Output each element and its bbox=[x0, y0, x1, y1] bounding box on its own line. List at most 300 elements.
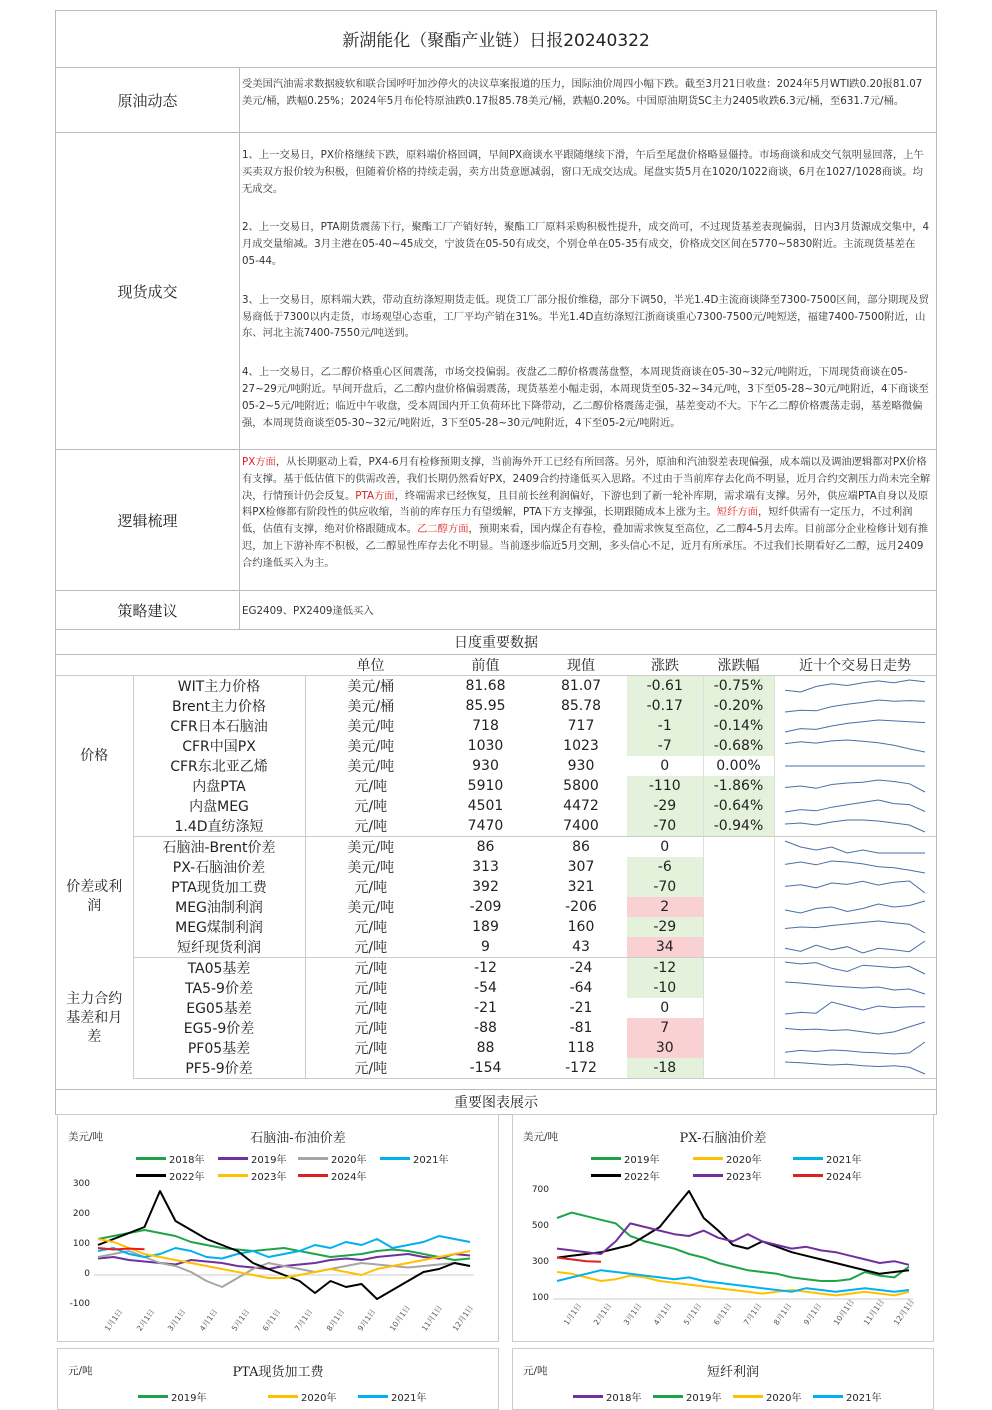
logic-pta-heading: PTA方面 bbox=[355, 489, 395, 502]
legend-label: 2023年 bbox=[726, 1172, 762, 1183]
report-title: 新湖能化（聚酯产业链）日报20240322 bbox=[56, 11, 936, 68]
legend-swatch bbox=[693, 1174, 723, 1177]
header-unit: 单位 bbox=[305, 655, 436, 676]
legend-item bbox=[358, 1389, 426, 1404]
legend-swatch bbox=[298, 1174, 328, 1177]
table-row bbox=[56, 816, 936, 837]
logic-pta-text: ，终端需求已经恢复，且目前长丝利润偏好，下游也到了新一轮补库期，需求端有支撑。另外，供应端PTA自身以及原料PX检修都有阶段性的供应收缩，当前的库存压力有望缓解，PTA下方支撑强，长期跟随成本上涨为主。 bbox=[242, 489, 929, 519]
row-change-pct bbox=[703, 877, 774, 897]
sparkline-svg bbox=[780, 777, 930, 795]
px-naphtha-chart bbox=[512, 1114, 934, 1342]
row-unit: 美元/吨 bbox=[347, 900, 395, 916]
legend-swatch bbox=[653, 1395, 683, 1398]
row-prev: 718 bbox=[472, 718, 499, 734]
sparkline-svg bbox=[780, 737, 930, 755]
x-tick-label: 7月1日 bbox=[741, 1301, 764, 1327]
row-name: WIT主力价格 bbox=[133, 676, 305, 697]
row-name: EG5-9价差 bbox=[133, 1018, 305, 1038]
table-row bbox=[56, 937, 936, 958]
series-line bbox=[557, 1258, 601, 1262]
row-trend-sparkline bbox=[774, 676, 936, 697]
crude-text: 受美国汽油需求数据疲软和联合国呼吁加沙停火的决议草案报道的压力，国际油价周四小幅下跌。截至3月21日收盘：2024年5月WTI跌0.20报81.07美元/桶，跌幅0.25%；2024年5月布伦特原油跌0.17报85.78美元/桶，跌幅0.20%。中国原油期货SC主力2405收跌6.3元/桶，至631.7元/桶。 bbox=[242, 78, 923, 107]
row-unit: 元/吨 bbox=[354, 1041, 388, 1057]
sparkline-line bbox=[785, 1062, 925, 1074]
row-trend-sparkline bbox=[774, 776, 936, 796]
header-blank bbox=[56, 655, 133, 676]
legend-swatch bbox=[380, 1157, 410, 1160]
row-prev: 9 bbox=[436, 937, 535, 958]
y-tick-label: 100 bbox=[72, 1239, 90, 1249]
row-change: -7 bbox=[627, 736, 703, 756]
x-tick-label: 9月1日 bbox=[356, 1307, 378, 1333]
row-prev: 5910 bbox=[467, 778, 504, 794]
row-change-pct bbox=[703, 998, 774, 1018]
chart-title: 短纤利润 bbox=[706, 1365, 759, 1380]
row-prev: -154 bbox=[436, 1058, 535, 1079]
table-row bbox=[56, 736, 936, 756]
row-name: EG05基差 bbox=[133, 998, 305, 1018]
row-curr: -81 bbox=[569, 1020, 593, 1036]
x-tick-label: 2月1日 bbox=[134, 1307, 156, 1333]
row-change-pct: -0.75% bbox=[703, 676, 774, 697]
x-tick-label: 8月1日 bbox=[771, 1301, 794, 1327]
x-tick-label: 8月1日 bbox=[324, 1307, 346, 1333]
row-change: -29 bbox=[627, 796, 703, 816]
row-prev: -209 bbox=[469, 899, 502, 915]
strategy-label: 策略建议 bbox=[56, 591, 240, 629]
charts-area bbox=[55, 1112, 935, 1403]
row-unit: 元/吨 bbox=[305, 1058, 436, 1079]
x-tick-label: 4月1日 bbox=[197, 1307, 220, 1333]
legend-label: 2020年 bbox=[726, 1155, 762, 1166]
logic-row bbox=[56, 450, 936, 591]
row-curr: 118 bbox=[567, 1040, 595, 1056]
x-tick-label: 3月1日 bbox=[621, 1301, 644, 1327]
spot-para-meg: 4、上一交易日，乙二醇价格重心区间震荡，市场交投偏弱。夜盘乙二醇价格震荡盘整，本周现货商谈在05-30~32元/吨附近，下周现货商谈在05-27~29元/吨附近。早间开盘后，乙二醇内盘价格偏弱震荡，现货基差小幅走弱，本周现货至05-32~34元/吨，3下至05-28~30元/吨附近，4下商谈至05-2~5元/吨附近；临近中午收盘，受本周国内开工负荷环比下降带动，乙二醇价格震荡走强，基差变动不大。下午乙二醇价格震荡走弱，基差略微偏强，本周现货商谈至05-30~32元/吨附近，3下至05-28~30元/吨附近，4下至05-2元/吨附近。 bbox=[242, 366, 929, 429]
sparkline-svg bbox=[780, 938, 930, 956]
row-change-pct bbox=[703, 837, 774, 858]
row-change: -29 bbox=[627, 917, 703, 937]
row-trend-sparkline bbox=[774, 958, 936, 979]
row-unit: 元/吨 bbox=[354, 961, 388, 977]
legend-swatch bbox=[218, 1157, 248, 1160]
sparkline-line bbox=[785, 1022, 925, 1034]
sparkline-line bbox=[785, 1002, 925, 1014]
sparkline-line bbox=[785, 780, 925, 792]
row-change-pct: 0.00% bbox=[703, 756, 774, 776]
legend-item bbox=[298, 1168, 366, 1183]
table-row bbox=[56, 1038, 936, 1058]
legend-item bbox=[733, 1389, 801, 1404]
row-curr: 85.78 bbox=[560, 698, 602, 714]
legend-swatch bbox=[298, 1157, 328, 1160]
row-change-pct: -0.68% bbox=[703, 736, 774, 756]
row-prev: -12 bbox=[474, 960, 497, 976]
x-tick-label: 10月1日 bbox=[831, 1297, 857, 1327]
row-curr: 7400 bbox=[535, 816, 627, 837]
legend-item bbox=[591, 1151, 659, 1166]
legend-label: 2021年 bbox=[391, 1393, 427, 1404]
legend-item bbox=[573, 1389, 641, 1404]
legend-item bbox=[138, 1389, 206, 1404]
row-prev: 1030 bbox=[467, 738, 504, 754]
legend-swatch bbox=[793, 1174, 823, 1177]
sparkline-svg bbox=[780, 1059, 930, 1077]
legend-item bbox=[218, 1151, 286, 1166]
x-tick-label: 7月1日 bbox=[292, 1307, 315, 1333]
row-name: 1.4D直纺涤短 bbox=[133, 816, 305, 837]
sparkline-line bbox=[785, 881, 925, 893]
row-trend-sparkline bbox=[774, 696, 936, 716]
table-row bbox=[56, 857, 936, 877]
strategy-row bbox=[56, 591, 936, 630]
row-curr: 1023 bbox=[563, 738, 599, 754]
sparkline-svg bbox=[780, 898, 930, 916]
y-tick-label: -100 bbox=[69, 1299, 90, 1309]
charts-section-title: 重要图表展示 bbox=[56, 1089, 936, 1114]
row-unit: 元/吨 bbox=[354, 920, 388, 936]
series-line bbox=[98, 1248, 145, 1250]
report-page bbox=[55, 10, 937, 1115]
row-curr: 307 bbox=[567, 859, 595, 875]
sparkline-line bbox=[785, 861, 925, 873]
x-tick-label: 2月1日 bbox=[591, 1301, 614, 1327]
row-trend-sparkline bbox=[774, 1058, 936, 1079]
chart-unit-label: 美元/吨 bbox=[68, 1131, 104, 1143]
sparkline-svg bbox=[780, 959, 930, 977]
row-name: PF05基差 bbox=[133, 1038, 305, 1058]
legend-swatch bbox=[793, 1157, 823, 1160]
x-tick-label: 10月1日 bbox=[387, 1303, 413, 1333]
legend-swatch bbox=[591, 1174, 621, 1177]
table-row bbox=[56, 1018, 936, 1038]
row-change: 0 bbox=[627, 998, 703, 1018]
row-change: -110 bbox=[627, 776, 703, 796]
x-tick-label: 6月1日 bbox=[261, 1307, 283, 1333]
row-name: PF5-9价差 bbox=[133, 1058, 305, 1079]
legend-label: 2018年 bbox=[169, 1155, 205, 1166]
naphtha-brent-chart bbox=[57, 1114, 499, 1342]
sparkline-line bbox=[785, 820, 925, 832]
sparkline-svg bbox=[780, 918, 930, 936]
spot-para-psf: 3、上一交易日，原料端大跌，带动直纺涤短期货走低。现货工厂部分报价维稳，部分下调50，半光1.4D主流商谈降至7300-7500区间，部分期现及贸易商低于7300以内走货，市场观望心态重，工厂平均产销在31%。半光1.4D直纺涤短江浙商谈重心7300-7500元/吨短送，福建7400-7500附近，山东、河北主流7400-7550元/吨送到。 bbox=[242, 293, 930, 340]
row-prev: 4501 bbox=[467, 798, 504, 814]
table-row bbox=[56, 716, 936, 736]
legend-swatch bbox=[733, 1395, 763, 1398]
table-row bbox=[56, 676, 936, 697]
row-unit: 元/吨 bbox=[305, 816, 436, 837]
row-curr: -21 bbox=[569, 1000, 593, 1016]
group-label: 价格 bbox=[56, 676, 133, 837]
y-tick-label: 300 bbox=[72, 1179, 90, 1189]
row-name: CFR日本石脑油 bbox=[133, 716, 305, 736]
legend-item bbox=[298, 1151, 366, 1166]
pta-processing-fee-chart bbox=[57, 1348, 499, 1410]
row-change: -6 bbox=[627, 857, 703, 877]
daily-data-table bbox=[56, 655, 936, 1079]
legend-item bbox=[380, 1151, 448, 1166]
legend-swatch bbox=[268, 1395, 298, 1398]
row-unit: 元/吨 bbox=[354, 1001, 388, 1017]
sparkline-svg bbox=[780, 858, 930, 876]
row-curr: 930 bbox=[567, 758, 595, 774]
logic-text bbox=[240, 450, 936, 590]
row-change-pct: -1.86% bbox=[703, 776, 774, 796]
row-prev: 85.95 bbox=[465, 698, 506, 714]
sparkline-svg bbox=[780, 999, 930, 1017]
y-tick-label: 0 bbox=[84, 1269, 90, 1279]
row-change: 0 bbox=[627, 837, 703, 858]
table-row bbox=[56, 958, 936, 979]
sparkline-svg bbox=[780, 1039, 930, 1057]
legend-item bbox=[136, 1151, 204, 1166]
row-unit: 元/吨 bbox=[354, 799, 388, 815]
row-change-pct: -0.64% bbox=[703, 796, 774, 816]
legend-label: 2019年 bbox=[171, 1393, 207, 1404]
legend-item bbox=[693, 1151, 761, 1166]
legend-swatch bbox=[693, 1157, 723, 1160]
row-curr: -24 bbox=[569, 960, 593, 976]
spot-label: 现货成交 bbox=[56, 133, 240, 449]
table-row bbox=[56, 696, 936, 716]
row-prev: 7470 bbox=[436, 816, 535, 837]
table-row bbox=[56, 877, 936, 897]
x-tick-label: 4月1日 bbox=[651, 1301, 674, 1327]
row-change-pct bbox=[703, 937, 774, 958]
row-curr: -64 bbox=[569, 980, 593, 996]
sparkline-svg bbox=[780, 717, 930, 735]
logic-px-text: ，从长期驱动上看，PX4-6月有检修预期支撑，当前海外开工已经有所回落。另外，原油和汽油裂差表现偏强，成本端以及调油逻辑都对PX价格有支撑。基于低估值下的供需改善，我们长期仍然看好PX，2409合约持逢低买入思路。不过由于当前库存去化尚不明显，近月合约交割压力尚未完全解决，行情预计仍会反复。 bbox=[242, 456, 931, 502]
series-line bbox=[98, 1191, 470, 1299]
table-footer-gap bbox=[56, 1079, 936, 1089]
legend-label: 2024年 bbox=[331, 1172, 367, 1183]
row-trend-sparkline bbox=[774, 796, 936, 816]
legend-label: 2021年 bbox=[826, 1155, 862, 1166]
row-unit: 美元/吨 bbox=[347, 739, 395, 755]
legend-label: 2020年 bbox=[301, 1393, 337, 1404]
row-change-pct bbox=[703, 857, 774, 877]
row-curr: -206 bbox=[565, 899, 597, 915]
row-unit: 元/吨 bbox=[305, 937, 436, 958]
row-name: CFR东北亚乙烯 bbox=[133, 756, 305, 776]
sparkline-svg bbox=[780, 878, 930, 896]
row-unit: 美元/吨 bbox=[347, 860, 395, 876]
row-change: -70 bbox=[627, 877, 703, 897]
row-change: -18 bbox=[627, 1058, 703, 1079]
sparkline-line bbox=[785, 720, 925, 732]
row-name: MEG煤制利润 bbox=[133, 917, 305, 937]
x-tick-label: 1月1日 bbox=[102, 1307, 125, 1333]
legend-label: 2021年 bbox=[413, 1155, 449, 1166]
row-curr: 81.07 bbox=[560, 678, 602, 694]
table-row bbox=[56, 756, 936, 776]
row-change: -1 bbox=[627, 716, 703, 736]
y-tick-label: 100 bbox=[531, 1293, 549, 1303]
legend-swatch bbox=[358, 1395, 388, 1398]
legend-label: 2020年 bbox=[766, 1393, 802, 1404]
legend-item bbox=[793, 1151, 861, 1166]
row-change-pct: -0.20% bbox=[703, 696, 774, 716]
row-unit: 元/吨 bbox=[354, 880, 388, 896]
x-tick-label: 1月1日 bbox=[561, 1301, 584, 1327]
row-curr: 4472 bbox=[563, 798, 599, 814]
legend-item bbox=[793, 1168, 861, 1183]
row-trend-sparkline bbox=[774, 1038, 936, 1058]
legend-item bbox=[136, 1168, 204, 1183]
row-name: MEG油制利润 bbox=[133, 897, 305, 917]
sparkline-svg bbox=[780, 1019, 930, 1037]
group-label: 价差或利润 bbox=[56, 837, 133, 958]
logic-meg-heading: 乙二醇方面 bbox=[417, 523, 469, 536]
row-change: 34 bbox=[627, 937, 703, 958]
row-unit: 美元/吨 bbox=[347, 759, 395, 775]
strategy-text: EG2409、PX2409逢低买入 bbox=[242, 605, 374, 617]
row-prev: -88 bbox=[474, 1020, 497, 1036]
spot-text bbox=[240, 133, 936, 449]
legend-label: 2018年 bbox=[606, 1393, 642, 1404]
logic-label: 逻辑梳理 bbox=[56, 450, 240, 590]
chart-title: 石脑油-布油价差 bbox=[250, 1131, 346, 1146]
row-change: -0.61 bbox=[627, 676, 703, 697]
legend-swatch bbox=[218, 1174, 248, 1177]
row-trend-sparkline bbox=[774, 978, 936, 998]
table-row bbox=[56, 837, 936, 858]
sparkline-line bbox=[785, 680, 925, 692]
row-name: PX-石脑油价差 bbox=[133, 857, 305, 877]
daily-header-row bbox=[56, 655, 936, 676]
y-tick-label: 200 bbox=[72, 1209, 90, 1219]
row-curr: 43 bbox=[535, 937, 627, 958]
spot-para-px: 1、上一交易日，PX价格继续下跌，原料端价格回调，早间PX商谈水平跟随继续下滑，午后至尾盘价格略显僵持。市场商谈和成交气氛明显回落，上午买卖双方报价较为积极，但随着价格的持续走弱，卖方出货意愿减弱，窗口无成交达成。尾盘实货5月在1020/1022商谈，6月在1027/1028商谈。均无成交。 bbox=[242, 149, 924, 195]
chart-unit-label: 美元/吨 bbox=[523, 1131, 559, 1143]
logic-meg-text: ，预期来看，国内煤企有春检，叠加需求恢复至高位，乙二醇4-5月去库。目前部分企业检修计划有推迟，加上下游补库不积极，乙二醇显性库存去化不明显。当前逐步临近5月交割，多头信心不足，近月有所承压。不过我们长期看好乙二醇，远月2409合约逢低买入为主。 bbox=[242, 523, 929, 569]
table-row bbox=[56, 917, 936, 937]
spot-row bbox=[56, 133, 936, 450]
sparkline-line bbox=[785, 962, 925, 974]
row-unit: 元/吨 bbox=[354, 1021, 388, 1037]
x-tick-label: 5月1日 bbox=[681, 1301, 704, 1327]
row-change: -0.17 bbox=[627, 696, 703, 716]
row-trend-sparkline bbox=[774, 1018, 936, 1038]
legend-item bbox=[268, 1389, 336, 1404]
row-trend-sparkline bbox=[774, 756, 936, 776]
table-row bbox=[56, 978, 936, 998]
header-change-pct: 涨跌幅 bbox=[703, 655, 774, 676]
row-change: 30 bbox=[627, 1038, 703, 1058]
table-row bbox=[56, 1058, 936, 1079]
legend-item bbox=[813, 1389, 881, 1404]
row-prev: 189 bbox=[472, 919, 499, 935]
row-curr: 717 bbox=[567, 718, 595, 734]
row-name: PTA现货加工费 bbox=[133, 877, 305, 897]
row-unit: 美元/吨 bbox=[347, 840, 395, 856]
x-tick-label: 3月1日 bbox=[166, 1307, 188, 1333]
row-change-pct bbox=[703, 978, 774, 998]
row-prev: 930 bbox=[472, 758, 499, 774]
x-tick-label: 9月1日 bbox=[801, 1301, 824, 1327]
row-trend-sparkline bbox=[774, 917, 936, 937]
x-tick-label: 5月1日 bbox=[229, 1307, 251, 1333]
legend-swatch bbox=[136, 1157, 166, 1160]
row-unit: 美元/桶 bbox=[347, 679, 395, 695]
row-change-pct bbox=[703, 917, 774, 937]
row-curr: 86 bbox=[572, 839, 590, 855]
sparkline-line bbox=[785, 921, 925, 933]
row-prev: 86 bbox=[476, 839, 495, 855]
sparkline-svg bbox=[780, 838, 930, 856]
row-name: Brent主力价格 bbox=[133, 696, 305, 716]
legend-label: 2024年 bbox=[826, 1172, 862, 1183]
sparkline-line bbox=[785, 700, 925, 712]
header-curr: 现值 bbox=[535, 655, 627, 676]
row-curr: 160 bbox=[567, 919, 595, 935]
logic-psf-heading: 短纤方面 bbox=[716, 506, 758, 519]
legend-label: 2023年 bbox=[251, 1172, 287, 1183]
legend-item bbox=[653, 1389, 721, 1404]
sparkline-svg bbox=[780, 797, 930, 815]
series-line bbox=[557, 1191, 909, 1274]
row-change: -70 bbox=[627, 816, 703, 837]
row-unit: 美元/桶 bbox=[347, 699, 395, 715]
header-trend: 近十个交易日走势 bbox=[774, 655, 936, 676]
row-prev: -21 bbox=[474, 1000, 497, 1016]
row-prev: 313 bbox=[472, 859, 499, 875]
spot-para-pta: 2、上一交易日，PTA期货震荡下行，聚酯工厂产销好转，聚酯工厂原料采购积极性提升，成交尚可，不过现货基差表现偏弱，日内3月货源成交集中，4月成交量缩减。3月主港在05-40~45成交，宁波货在05-50有成交，个别仓单在05-35有成交，价格成交区间在5770~5830附近。主流现货基差在05-44。 bbox=[242, 221, 930, 267]
row-change-pct bbox=[703, 1058, 774, 1079]
header-blank bbox=[133, 655, 305, 676]
row-curr: 5800 bbox=[563, 778, 599, 794]
row-name: TA5-9价差 bbox=[133, 978, 305, 998]
y-tick-label: 700 bbox=[531, 1185, 549, 1195]
chart-title: PTA现货加工费 bbox=[232, 1365, 324, 1380]
row-prev: 88 bbox=[476, 1040, 495, 1056]
row-name: 内盘PTA bbox=[133, 776, 305, 796]
psf-profit-chart bbox=[512, 1348, 934, 1410]
row-change: 2 bbox=[627, 897, 703, 917]
row-unit: 元/吨 bbox=[354, 779, 388, 795]
legend-label: 2019年 bbox=[624, 1155, 660, 1166]
x-tick-label: 11月1日 bbox=[861, 1297, 887, 1327]
table-row bbox=[56, 796, 936, 816]
y-tick-label: 500 bbox=[531, 1221, 549, 1231]
series-line bbox=[557, 1270, 909, 1292]
legend-item bbox=[693, 1168, 761, 1183]
legend-label: 2019年 bbox=[251, 1155, 287, 1166]
row-name: 内盘MEG bbox=[133, 796, 305, 816]
daily-table-body bbox=[56, 655, 936, 1079]
row-name: CFR中国PX bbox=[133, 736, 305, 756]
chart-unit-label: 元/吨 bbox=[523, 1365, 548, 1377]
sparkline-line bbox=[785, 1042, 925, 1054]
sparkline-line bbox=[785, 941, 925, 953]
legend-swatch bbox=[138, 1395, 168, 1398]
chart-title: PX-石脑油价差 bbox=[679, 1131, 767, 1146]
x-tick-label: 12月1日 bbox=[891, 1297, 917, 1327]
row-name: TA05基差 bbox=[133, 958, 305, 979]
row-change: 0 bbox=[627, 756, 703, 776]
legend-item bbox=[591, 1168, 659, 1183]
row-curr: -172 bbox=[535, 1058, 627, 1079]
row-trend-sparkline bbox=[774, 736, 936, 756]
row-trend-sparkline bbox=[774, 857, 936, 877]
row-change-pct bbox=[703, 1018, 774, 1038]
sparkline-line bbox=[785, 982, 925, 994]
sparkline-line bbox=[785, 841, 925, 853]
legend-swatch bbox=[136, 1174, 166, 1177]
sparkline-line bbox=[785, 800, 925, 812]
row-prev: 392 bbox=[472, 879, 499, 895]
x-tick-label: 6月1日 bbox=[711, 1301, 734, 1327]
